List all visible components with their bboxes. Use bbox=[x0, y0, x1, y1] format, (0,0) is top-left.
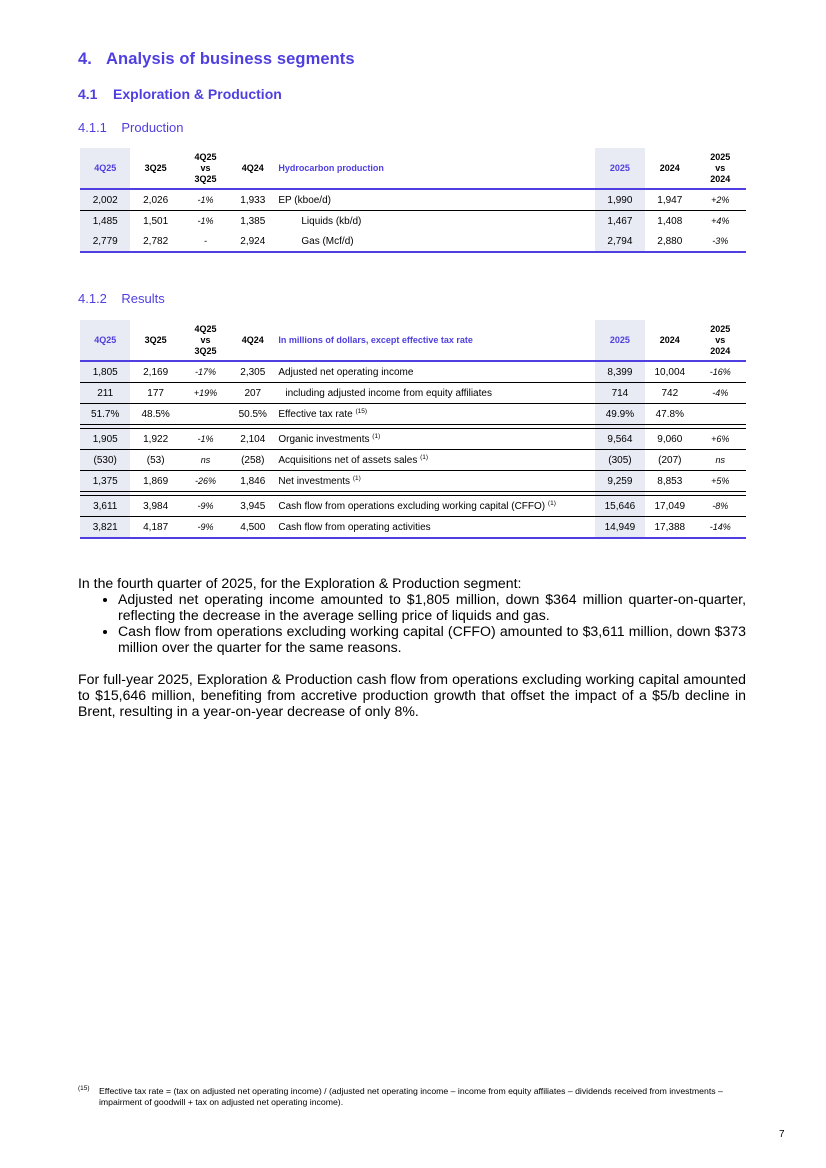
col-var-q bbox=[181, 320, 230, 361]
col-label: Hydrocarbon production bbox=[275, 148, 594, 189]
cell-2025: 1,467 bbox=[595, 211, 645, 232]
col-2024: 2024 bbox=[645, 148, 694, 189]
cell-2025: 714 bbox=[595, 383, 645, 404]
col-var-q-line3: 3Q25 bbox=[194, 173, 217, 184]
table-row bbox=[80, 429, 746, 450]
cell-var-q: -17% bbox=[181, 361, 230, 383]
cell-2024: 2,880 bbox=[645, 231, 694, 252]
footnote-ref: (1) bbox=[420, 453, 429, 461]
table-row bbox=[80, 496, 746, 517]
label-text: Cash flow from operating activities bbox=[278, 521, 431, 533]
cell-var-q: -1% bbox=[181, 189, 230, 211]
footnote-ref: (15) bbox=[355, 407, 367, 415]
label-text: Organic investments bbox=[278, 433, 370, 445]
cell-2025: 14,949 bbox=[595, 517, 645, 539]
cell-3q25: 2,026 bbox=[130, 189, 180, 211]
table-row bbox=[80, 361, 746, 383]
cell-2024: 17,049 bbox=[645, 496, 694, 517]
cell-2025: 8,399 bbox=[595, 361, 645, 383]
col-var-q-line2: vs bbox=[200, 334, 211, 345]
production-table bbox=[80, 148, 746, 253]
cell-var-y bbox=[694, 404, 746, 425]
col-var-y-line3: 2024 bbox=[710, 173, 731, 184]
col-var-y bbox=[694, 320, 746, 361]
bullet-list bbox=[78, 591, 746, 655]
cell-2025: (305) bbox=[595, 450, 645, 471]
col-4q24: 4Q24 bbox=[230, 320, 275, 361]
cell-4q24: 3,945 bbox=[230, 496, 275, 517]
cell-3q25: 4,187 bbox=[130, 517, 180, 539]
subsection-heading: 4.1 Exploration & Production bbox=[78, 86, 282, 102]
cell-label bbox=[275, 429, 594, 450]
cell-2024: 742 bbox=[645, 383, 694, 404]
cell-4q25: 1,905 bbox=[80, 429, 130, 450]
cell-2025: 49.9% bbox=[595, 404, 645, 425]
cell-2024: 9,060 bbox=[645, 429, 694, 450]
cell-2025: 9,564 bbox=[595, 429, 645, 450]
cell-2025: 9,259 bbox=[595, 471, 645, 492]
results-table bbox=[80, 320, 746, 539]
cell-label: Gas (Mcf/d) bbox=[275, 231, 594, 252]
cell-3q25: 3,984 bbox=[130, 496, 180, 517]
table-header-row bbox=[80, 320, 746, 361]
label-text: including adjusted income from equity affiliates bbox=[285, 387, 492, 399]
cell-3q25: 177 bbox=[130, 383, 180, 404]
cell-var-q: - bbox=[181, 231, 230, 252]
cell-var-q: -9% bbox=[181, 496, 230, 517]
col-var-y-line1: 2025 bbox=[710, 151, 731, 162]
table-row bbox=[80, 189, 746, 211]
cell-2024: 8,853 bbox=[645, 471, 694, 492]
col-label: In millions of dollars, except effective tax rate bbox=[275, 320, 594, 361]
col-var-y-line2: vs bbox=[715, 334, 726, 345]
label-text: Adjusted net operating income bbox=[278, 366, 414, 378]
col-var-q-line1: 4Q25 bbox=[194, 151, 217, 162]
cell-2024: 17,388 bbox=[645, 517, 694, 539]
table-row bbox=[80, 231, 746, 252]
cell-label: EP (kboe/d) bbox=[275, 189, 594, 211]
col-4q24: 4Q24 bbox=[230, 148, 275, 189]
col-var-q-line1: 4Q25 bbox=[194, 323, 217, 334]
cell-3q25: 1,922 bbox=[130, 429, 180, 450]
results-heading: 4.1.2 Results bbox=[78, 291, 165, 306]
cell-4q25: 1,375 bbox=[80, 471, 130, 492]
section-heading: 4. Analysis of business segments bbox=[78, 50, 355, 68]
production-heading: 4.1.1 Production bbox=[78, 120, 184, 135]
cell-var-q: -26% bbox=[181, 471, 230, 492]
commentary bbox=[78, 575, 746, 719]
cell-2025: 1,990 bbox=[595, 189, 645, 211]
footnote-ref: (1) bbox=[352, 474, 361, 482]
page-number: 7 bbox=[779, 1129, 785, 1140]
cell-var-y: ns bbox=[694, 450, 746, 471]
cell-var-y: +6% bbox=[694, 429, 746, 450]
cell-2024: 1,947 bbox=[645, 189, 694, 211]
cell-4q24: (258) bbox=[230, 450, 275, 471]
bullet-item: • Cash flow from operations excluding working capital (CFFO) amounted to $3,611 million, down $373 million over the quarter for the same reasons. bbox=[118, 623, 746, 655]
cell-var-y: -16% bbox=[694, 361, 746, 383]
cell-3q25: 48.5% bbox=[130, 404, 180, 425]
cell-2025: 2,794 bbox=[595, 231, 645, 252]
cell-4q25: 2,779 bbox=[80, 231, 130, 252]
bullet-item: • Adjusted net operating income amounted to $1,805 million, down $364 million quarter-on-quarter, reflecting the decrease in the average selling price of liquids and gas. bbox=[118, 591, 746, 623]
cell-2024: (207) bbox=[645, 450, 694, 471]
label-text: Acquisitions net of assets sales bbox=[278, 454, 418, 466]
cell-4q25: 2,002 bbox=[80, 189, 130, 211]
cell-label bbox=[275, 496, 594, 517]
cell-4q25: 3,611 bbox=[80, 496, 130, 517]
label-text: Cash flow from operations excluding working capital (CFFO) bbox=[278, 500, 546, 512]
cell-4q25: 1,805 bbox=[80, 361, 130, 383]
cell-var-y: -3% bbox=[694, 231, 746, 252]
col-var-y-line2: vs bbox=[715, 162, 726, 173]
table-row bbox=[80, 404, 746, 425]
table-row bbox=[80, 450, 746, 471]
cell-3q25: 1,501 bbox=[143, 215, 169, 227]
footnote bbox=[78, 1086, 748, 1108]
cell-4q25: 3,821 bbox=[80, 517, 130, 539]
cell-label: Liquids (kb/d) bbox=[301, 215, 362, 227]
col-3q25: 3Q25 bbox=[130, 320, 180, 361]
cell-3q25: (53) bbox=[130, 450, 180, 471]
cell-4q24: 1,385 bbox=[240, 215, 266, 227]
col-4q25: 4Q25 bbox=[80, 320, 130, 361]
cell-var-y: -8% bbox=[694, 496, 746, 517]
cell-2024: 10,004 bbox=[645, 361, 694, 383]
footnote-mark: (15) bbox=[78, 1085, 90, 1092]
cell-4q24: 1,846 bbox=[230, 471, 275, 492]
cell-4q24: 4,500 bbox=[230, 517, 275, 539]
cell-4q24: 50.5% bbox=[230, 404, 275, 425]
cell-4q24: 2,305 bbox=[230, 361, 275, 383]
cell-label bbox=[275, 383, 594, 404]
cell-var-q: -9% bbox=[181, 517, 230, 539]
col-var-y-line1: 2025 bbox=[710, 323, 731, 334]
label-text: Net investments bbox=[278, 475, 351, 487]
cell-3q25: 1,869 bbox=[130, 471, 180, 492]
footnote-ref: (1) bbox=[547, 499, 556, 507]
col-2025: 2025 bbox=[595, 320, 645, 361]
col-2025: 2025 bbox=[595, 148, 645, 189]
cell-var-q bbox=[181, 404, 230, 425]
cell-4q25: (530) bbox=[80, 450, 130, 471]
cell-2024: 1,408 bbox=[657, 215, 683, 227]
cell-var-q: -1% bbox=[197, 216, 214, 226]
table-row bbox=[80, 517, 746, 539]
col-var-q-line2: vs bbox=[200, 162, 211, 173]
cell-label bbox=[275, 404, 594, 425]
cell-4q25: 1,485 bbox=[80, 211, 130, 232]
cell-label bbox=[275, 450, 594, 471]
cell-var-y: +4% bbox=[711, 216, 730, 226]
cell-var-y: -4% bbox=[694, 383, 746, 404]
cell-4q24: 2,104 bbox=[230, 429, 275, 450]
footnote-text: Effective tax rate = (tax on adjusted net operating income) / (adjusted net operating income – income from equity affiliates – dividends received from investments – impairment of goodwill + tax on adjusted net operating income). bbox=[99, 1086, 723, 1107]
cell-var-q: +19% bbox=[181, 383, 230, 404]
label-text: Effective tax rate bbox=[278, 408, 353, 420]
col-2024: 2024 bbox=[645, 320, 694, 361]
col-var-q-line3: 3Q25 bbox=[194, 345, 217, 356]
cell-var-y: +2% bbox=[694, 189, 746, 211]
col-var-y-line3: 2024 bbox=[710, 345, 731, 356]
cell-label bbox=[275, 361, 594, 383]
cell-4q24: 207 bbox=[230, 383, 275, 404]
full-year-paragraph: For full-year 2025, Exploration & Production cash flow from operations excluding working capital amounted to $15,646 million, benefiting from accretive production growth that offset the impact of a $5/b decline in Brent, resulting in a year-on-year decrease of only 8%. bbox=[78, 671, 746, 719]
cell-4q24: 2,924 bbox=[230, 231, 275, 252]
col-var-q bbox=[181, 148, 230, 189]
cell-4q24: 1,933 bbox=[230, 189, 275, 211]
cell-2025: 15,646 bbox=[595, 496, 645, 517]
cell-var-y: -14% bbox=[694, 517, 746, 539]
footnote-ref: (1) bbox=[372, 432, 381, 440]
cell-label bbox=[275, 471, 594, 492]
table-header-row bbox=[80, 148, 746, 189]
table-row bbox=[80, 383, 746, 404]
cell-label bbox=[275, 517, 594, 539]
cell-var-q: -1% bbox=[181, 429, 230, 450]
cell-4q25: 51.7% bbox=[80, 404, 130, 425]
cell-2024: 47.8% bbox=[645, 404, 694, 425]
col-4q25: 4Q25 bbox=[80, 148, 130, 189]
cell-4q25: 211 bbox=[80, 383, 130, 404]
cell-var-y: +5% bbox=[694, 471, 746, 492]
cell-3q25: 2,169 bbox=[130, 361, 180, 383]
col-var-y bbox=[694, 148, 746, 189]
cell-3q25: 2,782 bbox=[130, 231, 180, 252]
cell-var-q: ns bbox=[181, 450, 230, 471]
col-3q25: 3Q25 bbox=[130, 148, 180, 189]
table-row bbox=[80, 211, 746, 232]
table-row bbox=[80, 471, 746, 492]
intro-paragraph: In the fourth quarter of 2025, for the Exploration & Production segment: bbox=[78, 575, 522, 591]
